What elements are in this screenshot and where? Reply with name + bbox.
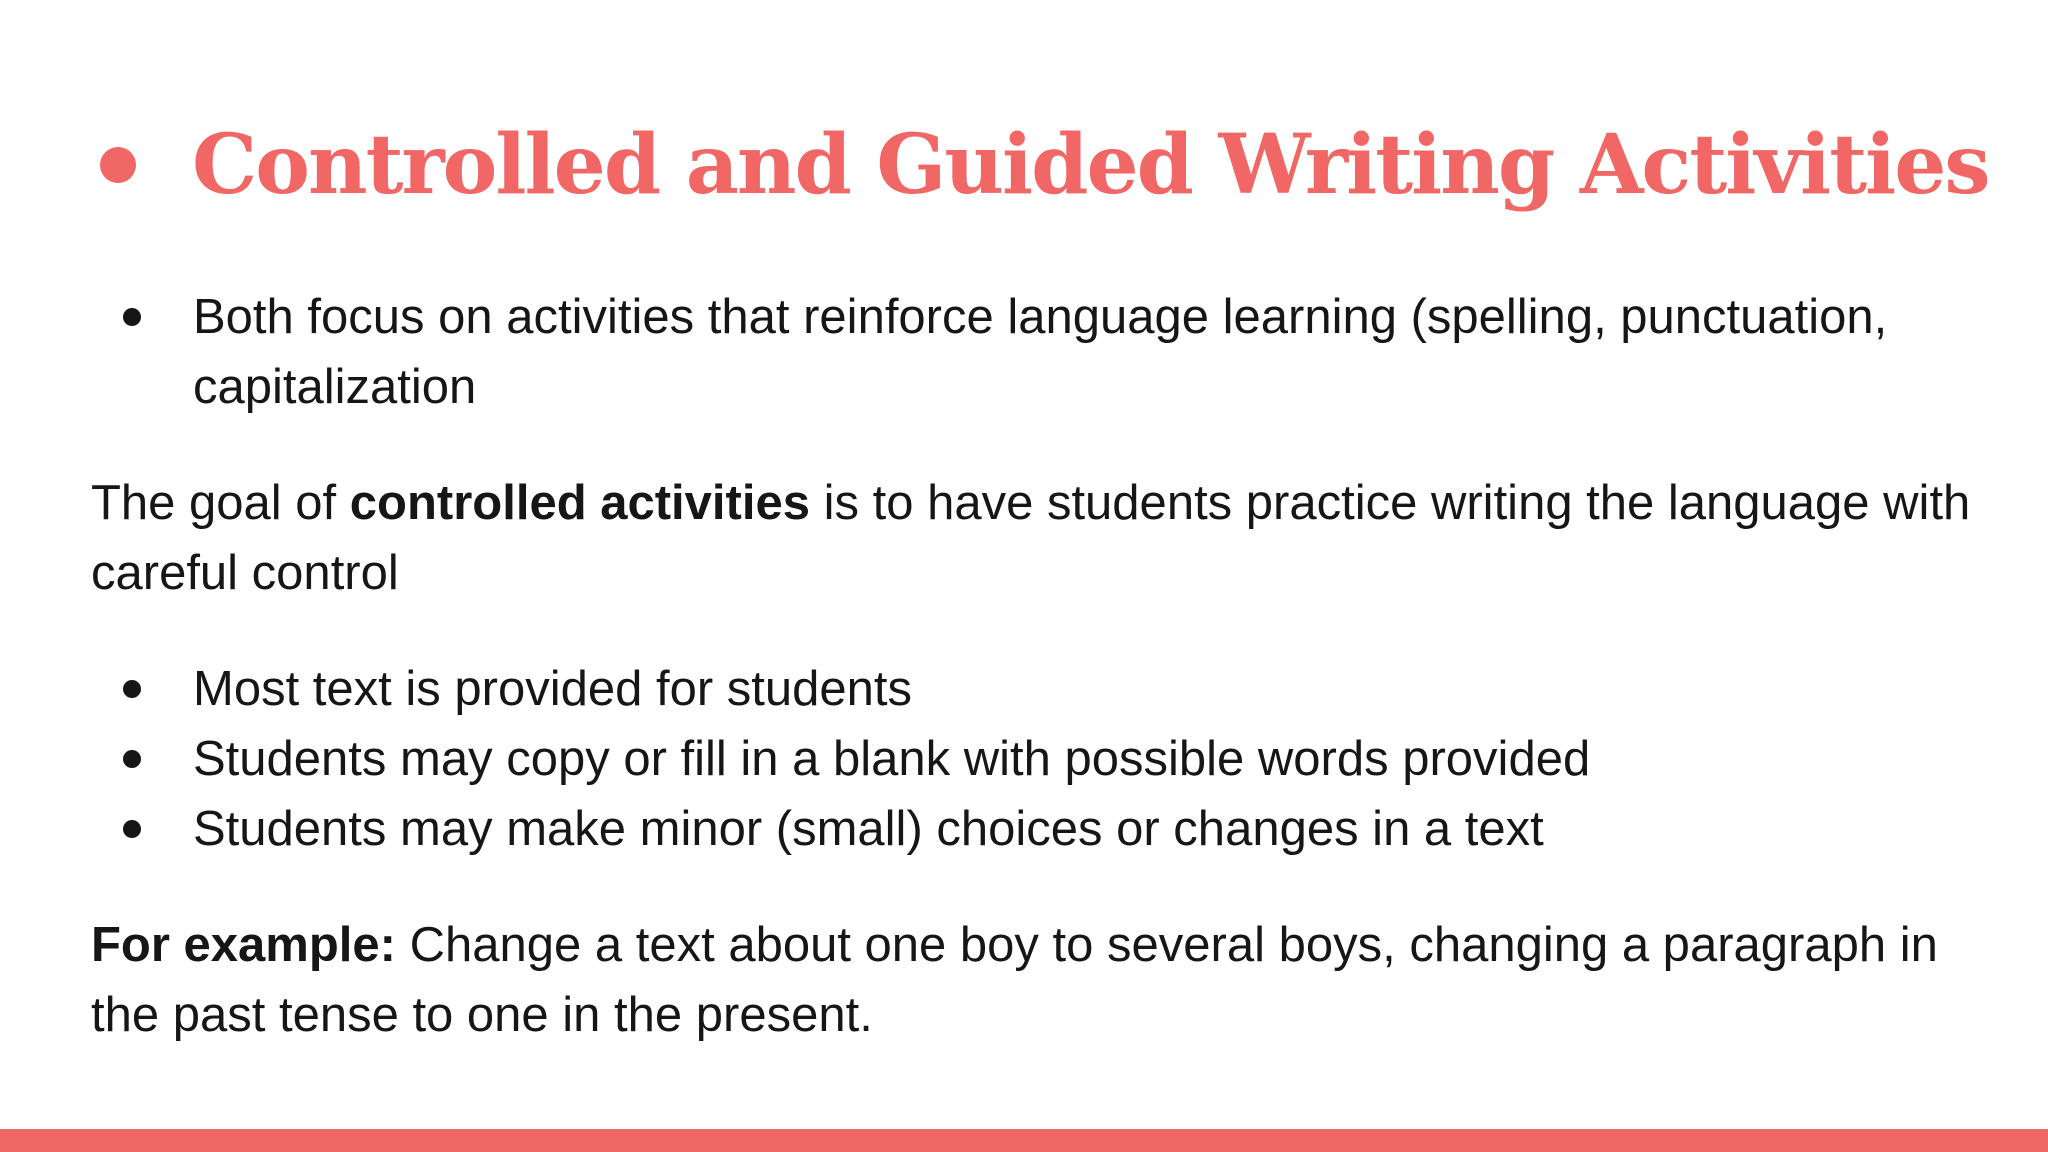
list-item-text: Both focus on activities that reinforce language learning (spelling, punctuation, capitalization — [193, 290, 1888, 414]
goal-suffix: is to have students practice writing the language with careful control — [91, 476, 1971, 600]
first-bullet-list — [91, 282, 1971, 422]
list-item-text: Most text is provided for students — [193, 662, 912, 716]
second-bullet-list — [91, 654, 1971, 864]
example-paragraph — [91, 910, 1971, 1050]
bullet-icon — [123, 820, 141, 838]
example-label: For example: — [91, 918, 396, 972]
bullet-icon — [123, 308, 141, 326]
slide-title: Controlled and Guided Writing Activities — [192, 117, 1989, 213]
list-item — [91, 724, 1971, 794]
list-item — [91, 654, 1971, 724]
list-item-text: Students may copy or fill in a blank with possible words provided — [193, 732, 1591, 786]
list-item — [91, 282, 1971, 422]
title-bullet-icon — [100, 147, 136, 183]
footer-accent-bar — [0, 1129, 2048, 1152]
title-row — [100, 100, 1989, 230]
bullet-icon — [123, 680, 141, 698]
goal-paragraph — [91, 468, 1971, 608]
goal-bold-term: controlled activities — [349, 476, 810, 530]
goal-prefix: The goal of — [91, 476, 350, 530]
list-item — [91, 794, 1971, 864]
list-item-text: Students may make minor (small) choices or changes in a text — [193, 802, 1544, 856]
slide-body — [91, 282, 1971, 1050]
example-text: Change a text about one boy to several boys, changing a paragraph in the past tense to one in the present. — [91, 918, 1938, 1042]
bullet-icon — [123, 750, 141, 768]
